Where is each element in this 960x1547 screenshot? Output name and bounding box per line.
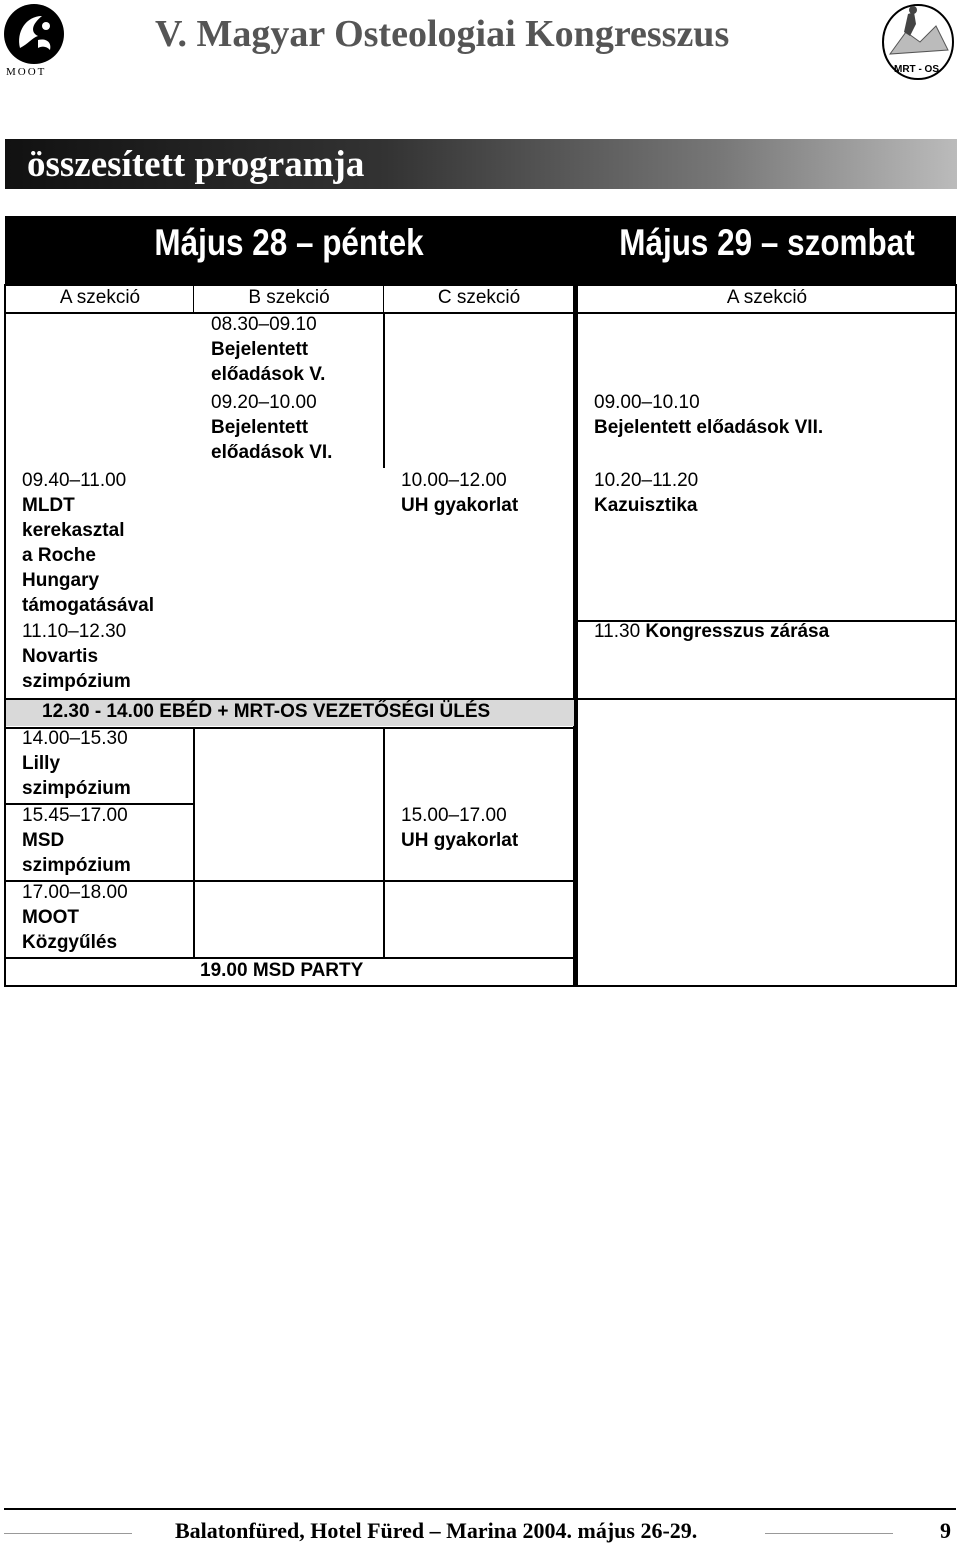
event-title: szimpózium <box>22 855 131 876</box>
event-title: kerekasztal <box>22 520 125 541</box>
col-divider-bc-top <box>383 314 385 468</box>
event-title: 19.00 MSD PARTY <box>200 960 364 981</box>
fri-c-uh-2 <box>401 803 518 853</box>
table-border-bottom <box>4 985 957 987</box>
event-title: UH gyakorlat <box>401 830 519 851</box>
footer-divider <box>4 1508 956 1510</box>
event-time: 10.00–12.00 <box>401 470 507 491</box>
event-title: Közgyűlés <box>22 932 118 953</box>
col-header-sat-a: A szekció <box>726 287 808 308</box>
event-title: Bejelentett <box>211 339 309 360</box>
day-header-saturday <box>578 216 956 284</box>
event-title: Lilly <box>22 753 61 774</box>
event-title: MSD <box>22 830 65 851</box>
day-label-friday: Május 28 – péntek <box>154 222 424 263</box>
event-title: szimpózium <box>22 671 131 692</box>
fri-a-lilly <box>22 726 131 801</box>
event-time: 11.10–12.30 <box>22 621 127 642</box>
event-title: Bejelentett <box>211 417 309 438</box>
event-time: 11.30 <box>594 621 641 642</box>
event-title: Bejelentett előadások VII. <box>594 417 824 438</box>
fri-msd-party <box>200 958 363 983</box>
fri-a-novartis <box>22 619 131 694</box>
event-title: Kongresszus zárása <box>645 621 830 642</box>
col-divider-bc-bottom <box>383 727 385 957</box>
fri-a-mldt <box>22 468 154 618</box>
fri-b-session-v <box>211 312 325 387</box>
fri-c-uh-1 <box>401 468 518 518</box>
table-border-right <box>955 284 957 987</box>
col-header-fri-b: B szekció <box>248 287 330 308</box>
event-time: 17.00–18.00 <box>22 882 128 903</box>
sat-a-kazuisztika <box>594 468 698 518</box>
event-title: előadások VI. <box>211 442 333 463</box>
event-time: 09.40–11.00 <box>22 470 127 491</box>
event-time: 14.00–15.30 <box>22 728 128 749</box>
day-separator <box>573 216 578 987</box>
moot-logo-label: MOOT <box>6 66 47 78</box>
event-title: szimpózium <box>22 778 131 799</box>
header-row-divider <box>4 312 957 314</box>
lunch-row <box>6 700 574 726</box>
sat-a-closing <box>594 619 829 644</box>
footer-text: Balatonfüred, Hotel Füred – Marina 2004. május 26-29. <box>175 1518 698 1543</box>
event-time: 15.45–17.00 <box>22 805 128 826</box>
col-divider-ab-bottom <box>193 727 195 959</box>
event-title: a Roche <box>22 545 96 566</box>
lunch-label: 12.30 - 14.00 EBÉD + MRT-OS VEZETŐSÉGI ÜLÉS <box>42 701 491 722</box>
event-title: MOOT <box>22 907 79 928</box>
event-title: UH gyakorlat <box>401 495 519 516</box>
event-time: 09.20–10.00 <box>211 392 317 413</box>
event-title: Hungary <box>22 570 100 591</box>
event-title: MLDT <box>22 495 75 516</box>
event-time: 15.00–17.00 <box>401 805 507 826</box>
event-time: 08.30–09.10 <box>211 314 317 335</box>
day-header-friday <box>5 216 573 284</box>
section-title: összesített programja <box>27 144 365 185</box>
fri-b-session-vi <box>211 390 332 465</box>
table-border-top <box>4 284 957 286</box>
page-title: V. Magyar Osteologiai Kongresszus <box>155 13 730 55</box>
footer-rule-left <box>4 1533 132 1534</box>
sat-a-session-vii <box>594 390 823 440</box>
event-title: Kazuisztika <box>594 495 698 516</box>
footer-rule-right <box>765 1533 893 1534</box>
col-header-fri-c: C szekció <box>437 287 521 308</box>
fri-a-moot <box>22 880 128 955</box>
day-label-saturday: Május 29 – szombat <box>619 222 915 263</box>
fri-a-msd <box>22 803 131 878</box>
col-header-fri-a: A szekció <box>59 287 141 308</box>
event-title: Novartis <box>22 646 99 667</box>
mrt-os-logo-label: MRT - OS <box>894 64 939 75</box>
event-title: támogatásával <box>22 595 155 616</box>
event-time: 10.20–11.20 <box>594 470 699 491</box>
event-title: előadások V. <box>211 364 326 385</box>
page-number: 9 <box>940 1518 951 1543</box>
event-time: 09.00–10.10 <box>594 392 700 413</box>
